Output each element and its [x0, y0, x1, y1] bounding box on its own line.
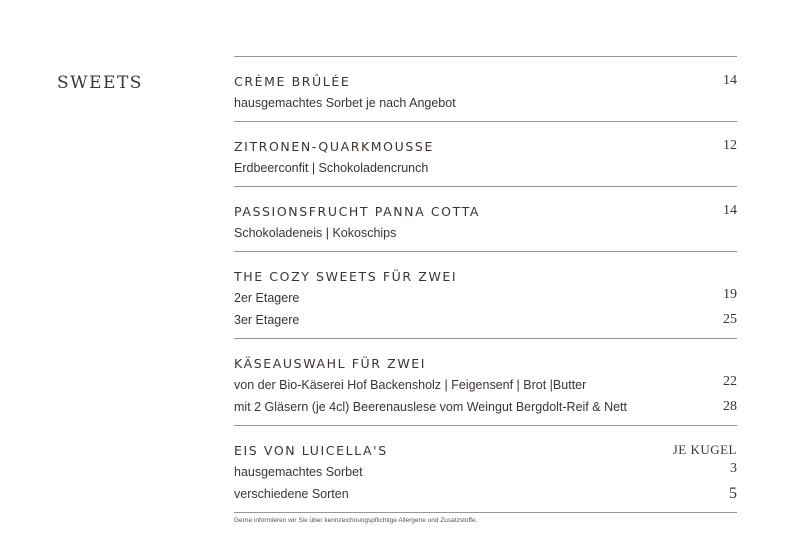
menu-item — [234, 251, 737, 338]
item-price: 25 — [723, 312, 737, 327]
item-variant: mit 2 Gläsern (je 4cl) Beerenauslese vom Weingut Bergdolt-Reif & Nett — [234, 400, 627, 414]
item-price: 5 — [729, 485, 737, 502]
item-price: 3 — [730, 461, 737, 476]
item-price: 12 — [723, 138, 737, 153]
item-description: Schokoladeneis | Kokoschips — [234, 226, 397, 240]
item-title: THE COZY SWEETS FÜR ZWEI — [234, 268, 458, 284]
menu-item — [234, 186, 737, 251]
menu-list — [234, 56, 737, 513]
item-title: PASSIONSFRUCHT PANNA COTTA — [234, 203, 481, 219]
menu-item — [234, 121, 737, 186]
item-description: hausgemachtes Sorbet je nach Angebot — [234, 96, 456, 110]
item-variant: 3er Etagere — [234, 313, 300, 327]
category-heading: SWEETS — [57, 73, 143, 93]
item-price: 14 — [723, 73, 737, 88]
price-unit-label: JE KUGEL — [672, 442, 737, 457]
item-variant: hausgemachtes Sorbet — [234, 465, 363, 479]
item-title: CRÈME BRÛLÉE — [234, 73, 351, 89]
item-title: EIS VON LUICELLA'S — [234, 442, 388, 458]
item-title: ZITRONEN-QUARKMOUSSE — [234, 138, 434, 154]
item-variant: 2er Etagere — [234, 291, 300, 305]
menu-item — [234, 425, 737, 513]
item-price: 19 — [723, 287, 737, 302]
menu-item — [234, 56, 737, 121]
item-price: 22 — [723, 374, 737, 389]
item-title: KÄSEAUSWAHL FÜR ZWEI — [234, 355, 427, 371]
allergen-footnote: Gerne informieren wir Sie über kennzeichnungspflichtige Allergene und Zusatzstoffe. — [234, 517, 478, 524]
menu-item — [234, 338, 737, 425]
item-variant: verschiedene Sorten — [234, 487, 349, 501]
item-price: 28 — [723, 399, 737, 414]
item-price: 14 — [723, 203, 737, 218]
item-variant: von der Bio-Käserei Hof Backensholz | Feigensenf | Brot |Butter — [234, 378, 587, 392]
item-description: Erdbeerconfit | Schokoladencrunch — [234, 161, 429, 175]
